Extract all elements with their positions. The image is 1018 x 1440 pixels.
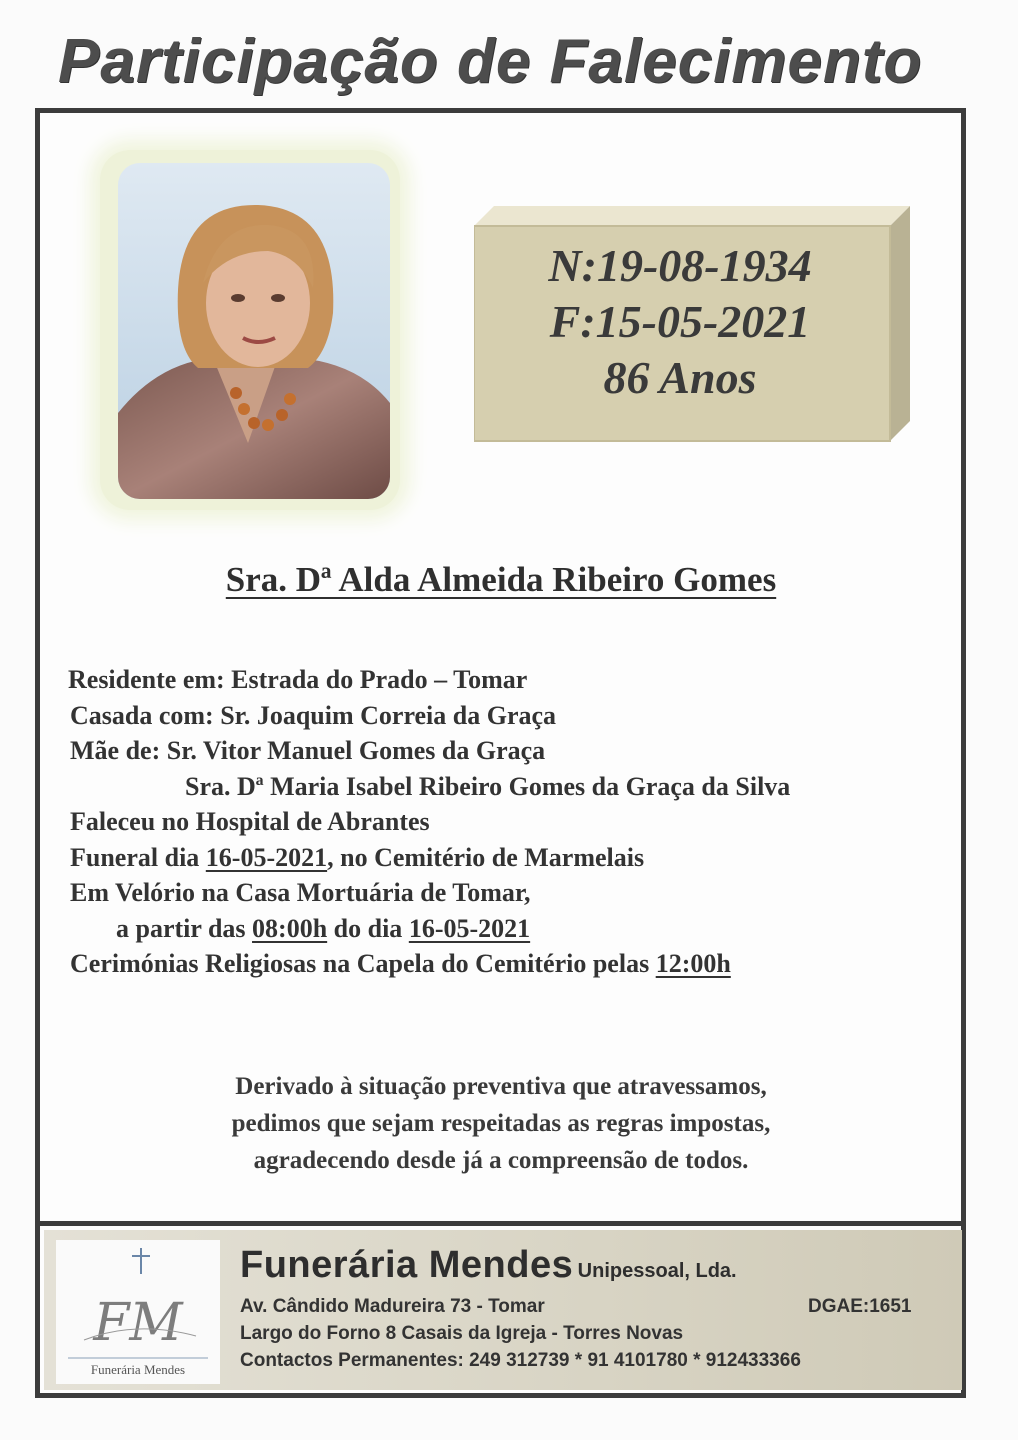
wake-day-prefix: do dia — [327, 913, 409, 943]
died-at-line: Faleceu no Hospital de Abrantes — [70, 807, 430, 836]
wake-line: Em Velório na Casa Mortuária de Tomar, — [70, 878, 531, 907]
funeral-home-brand — [240, 1244, 737, 1287]
funeral-line — [68, 840, 948, 876]
death-date: F:15-05-2021 — [549, 296, 811, 347]
birth-date: N:19-08-1934 — [548, 240, 812, 291]
funeral-suffix: , no Cemitério de Marmelais — [327, 842, 645, 872]
dates-block — [480, 238, 880, 406]
wake-time-line — [68, 911, 948, 947]
notice-line-1: Derivado à situação preventiva que atravessamos, — [235, 1073, 767, 1100]
funeral-info — [68, 662, 948, 982]
deceased-name — [0, 560, 1002, 600]
ceremony-time: 12:00h — [655, 949, 731, 978]
page-title: Participação de Falecimento — [58, 27, 923, 96]
cross-icon — [132, 1248, 150, 1274]
logo-caption: Funerária Mendes — [90, 1362, 186, 1377]
contacts: Contactos Permanentes: 249 312739 * 91 4101780 * 912433366 — [240, 1350, 801, 1371]
dgae-code: DGAE:1651 — [808, 1296, 912, 1317]
funeral-prefix: Funeral dia — [70, 842, 206, 872]
notice-line-3: agradecendo desde já a compreensão de todos. — [253, 1147, 749, 1174]
wake-from-prefix: a partir das — [116, 913, 253, 943]
address-2: Largo do Forno 8 Casais da Igreja - Torres Novas — [240, 1323, 684, 1344]
ceremony-line — [68, 946, 948, 982]
residence-line: Residente em: Estrada do Prado – Tomar — [68, 665, 528, 694]
age: 86 Anos — [603, 352, 757, 403]
portrait-illustration — [118, 163, 390, 499]
wake-time: 08:00h — [252, 913, 328, 943]
wake-date: 16-05-2021 — [408, 913, 531, 943]
brand-suffix: Unipessoal, Lda. — [577, 1260, 737, 1282]
portrait-photo — [118, 163, 390, 499]
funeral-date: 16-05-2021 — [205, 842, 328, 872]
ceremony-prefix: Cerimónias Religiosas na Capela do Cemitério pelas — [70, 949, 656, 978]
logo-monogram: FM — [93, 1293, 183, 1353]
mother-of-line: Mãe de: Sr. Vitor Manuel Gomes da Graça — [70, 736, 546, 765]
deceased-name-text: Sra. Dª Alda Almeida Ribeiro Gomes — [225, 560, 777, 599]
covid-notice — [0, 1068, 1002, 1179]
notice-line-2: pedimos que sejam respeitadas as regras impostas, — [231, 1110, 771, 1137]
spouse-line: Casada com: Sr. Joaquim Correia da Graça — [70, 700, 557, 730]
address-1: Av. Cândido Madureira 73 - Tomar — [240, 1296, 545, 1317]
child-line: Sra. Dª Maria Isabel Ribeiro Gomes da Graça da Silva — [185, 771, 791, 801]
footer-divider — [40, 1221, 962, 1226]
brand-name: Funerária Mendes — [240, 1244, 574, 1286]
